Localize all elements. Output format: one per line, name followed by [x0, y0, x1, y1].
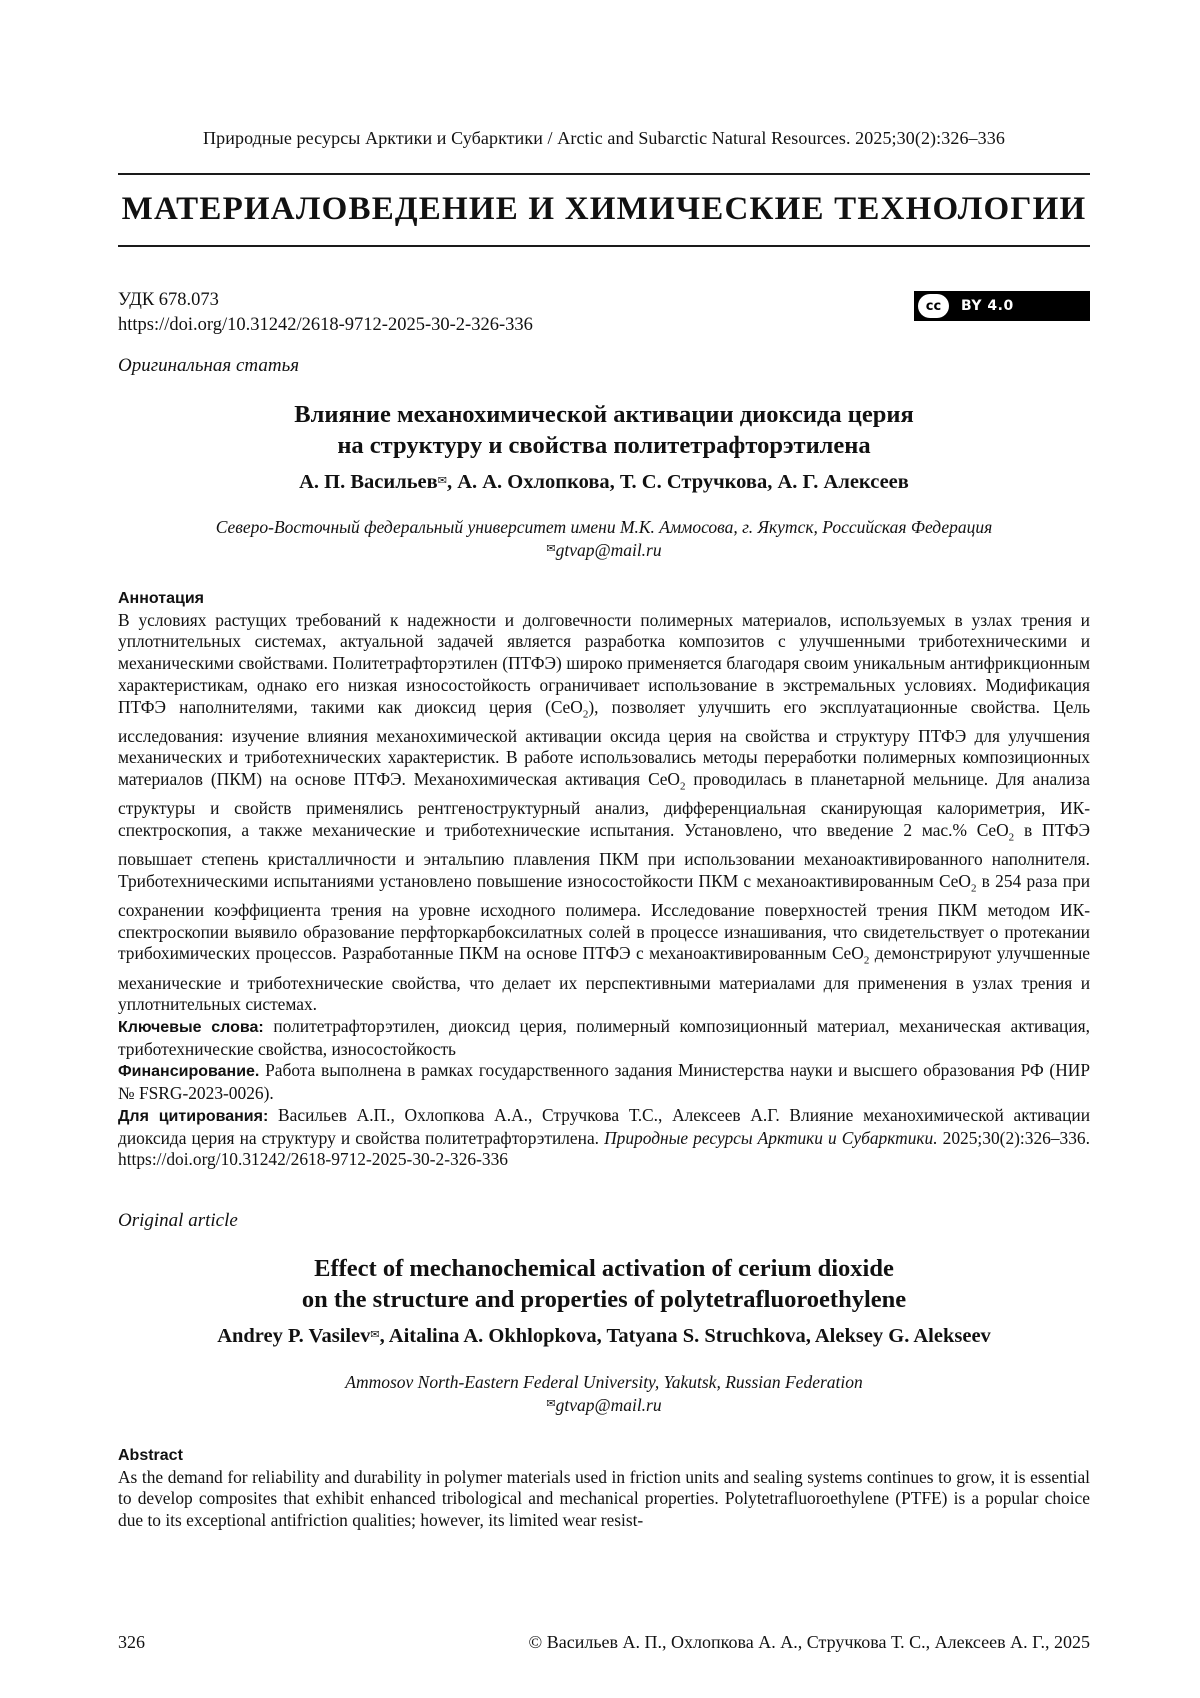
- page-number: 326: [118, 1632, 145, 1652]
- email-link[interactable]: gtvap@mail.ru: [555, 1395, 662, 1415]
- email-link[interactable]: gtvap@mail.ru: [555, 540, 662, 560]
- article-title-ru: [118, 399, 1090, 461]
- abstract-body: В условиях растущих требований к надежности и долговечности полимерных материалов, используемых в узлах трения и уплотнительных системах, актуальной задачей является разработка композитов с улучшенными триботехническими и механическими свойствами. Политетрафторэтилен (ПТФЭ) широко применяется благодаря своим уникальным антифрикционным характеристикам, однако его низкая износостойкость ограничивает использование в экстремальных условиях. Модификация ПТФЭ наполнителями, такими как диоксид церия (CeO$_2$), позволяет улучшить его эксплуатационные свойства. Цель исследования: изучение влияния механохимической активации оксида церия на свойства и структуру ПТФЭ для улучшения механических и триботехнических характеристик. В работе использовались методы переработки полимерных композиционных материалов (ПКМ) на основе ПТФЭ. Механохимическая активация CeO$_2$ проводилась в планетарной мельнице. Для анализа структуры и свойств применялись рентгеноструктурный анализ, дифференциальная сканирующая калориметрия, ИК-спектроскопия, а также механические и триботехнические испытания. Установлено, что введение 2 мас.% CeO$_2$ в ПТФЭ повышает степень кристалличности и энтальпию плавления ПКМ при использовании механоактивированного наполнителя. Триботехническими испытаниями установлено повышение износостойкости ПКМ с механоактивированным CeO$_2$ в 254 раза при сохранении коэффициента трения на уровне исходного полимера. Исследование поверхностей трения ПКМ методом ИК-спектроскопии выявило образование перфторкарбоксилатных солей в процессе изнашивания, что свидетельствует о протекании трибохимических процессов. Разработанные ПКМ на основе ПТФЭ с механоактивированным CeO$_2$ демонстрируют улучшенные механические и триботехнические свойства, что делает их перспективными материалами для применения в узлах трения и уплотнительных системах.: [118, 609, 1090, 1015]
- funding: Финансирование. Работа выполнена в рамках государственного задания Министерства науки и высшего образования РФ (НИР № FSRG-2023-0026).: [118, 1060, 1090, 1104]
- coauthors: , А. А. Охлопкова, Т. С. Стручкова, А. Г. Алексеев: [446, 471, 909, 493]
- header-rule-top: [118, 173, 1090, 175]
- article-type-ru: Оригинальная статья: [118, 355, 300, 376]
- affiliation-en: [118, 1371, 1090, 1416]
- envelope-icon: ✉: [546, 542, 556, 555]
- section-title: МАТЕРИАЛОВЕДЕНИЕ И ХИМИЧЕСКИЕ ТЕХНОЛОГИИ: [121, 191, 1087, 227]
- abstract-en: [118, 1445, 1090, 1532]
- title-line-2: on the structure and properties of polytetrafluoroethylene: [301, 1286, 907, 1313]
- envelope-icon: ✉: [437, 474, 447, 487]
- affiliation-ru: [118, 516, 1090, 561]
- header-rule-bottom: [118, 245, 1090, 247]
- coauthors: , Aitalina A. Okhlopkova, Tatyana S. Struchkova, Aleksey G. Alekseev: [379, 1325, 991, 1347]
- abstract-ru: [118, 588, 1090, 1171]
- abstract-heading: Аннотация: [118, 590, 204, 607]
- cc-license-badge[interactable]: [914, 291, 1090, 321]
- title-line-1: Влияние механохимической активации диоксида церия: [294, 401, 914, 428]
- license-label: BY 4.0: [961, 298, 1014, 314]
- abstract-body: As the demand for reliability and durability in polymer materials used in friction units and sealing systems continues to grow, it is essential to develop composites that exhibit enhanced tribological and mechanical properties. Polytetrafluoroethylene (PTFE) is a popular choice due to its exceptional antifriction qualities; however, its limited wear resist-: [118, 1466, 1090, 1531]
- authors-en: [118, 1325, 1090, 1348]
- title-line-1: Effect of mechanochemical activation of cerium dioxide: [314, 1255, 894, 1282]
- doi-link[interactable]: https://doi.org/10.31242/2618-9712-2025-30-2-326-336: [118, 315, 533, 335]
- affiliation-text: Ammosov North-Eastern Federal University, Yakutsk, Russian Federation: [345, 1372, 863, 1392]
- title-line-2: на структуру и свойства политетрафторэтилена: [337, 432, 871, 459]
- udc-code: УДК 678.073: [118, 290, 219, 310]
- corresponding-author: А. П. Васильев: [299, 471, 438, 493]
- envelope-icon: ✉: [546, 1397, 556, 1410]
- creative-commons-icon: cc: [918, 294, 949, 318]
- keywords: Ключевые слова: политетрафторэтилен, диоксид церия, полимерный композиционный материал, механическая активация, триботехнические свойства, износостойкость: [118, 1016, 1090, 1059]
- article-type-en: Original article: [118, 1210, 238, 1231]
- citation: Для цитирования: Васильев А.П., Охлопкова А.А., Стручкова Т.С., Алексеев А.Г. Влияние механохимической активации диоксида церия на структуру и свойства политетрафторэтилена. Природные ресурсы Арктики и Субарктики. 2025;30(2):326–336. https://doi.org/10.31242/2618-9712-2025-30-2-326-336: [118, 1104, 1091, 1170]
- copyright: © Васильев А. П., Охлопкова А. А., Стручкова Т. С., Алексеев А. Г., 2025: [528, 1632, 1090, 1652]
- running-head: Природные ресурсы Арктики и Субарктики / Arctic and Subarctic Natural Resources. 2025;30(2):326–336: [203, 128, 1005, 148]
- affiliation-text: Северо-Восточный федеральный университет имени М.К. Аммосова, г. Якутск, Российская Федерация: [215, 517, 993, 537]
- article-title-en: [118, 1253, 1090, 1315]
- abstract-heading: Abstract: [118, 1447, 183, 1464]
- authors-ru: [118, 471, 1090, 494]
- udc-block: [118, 288, 533, 338]
- envelope-icon: ✉: [370, 1328, 380, 1341]
- corresponding-author: Andrey P. Vasilev: [217, 1325, 371, 1347]
